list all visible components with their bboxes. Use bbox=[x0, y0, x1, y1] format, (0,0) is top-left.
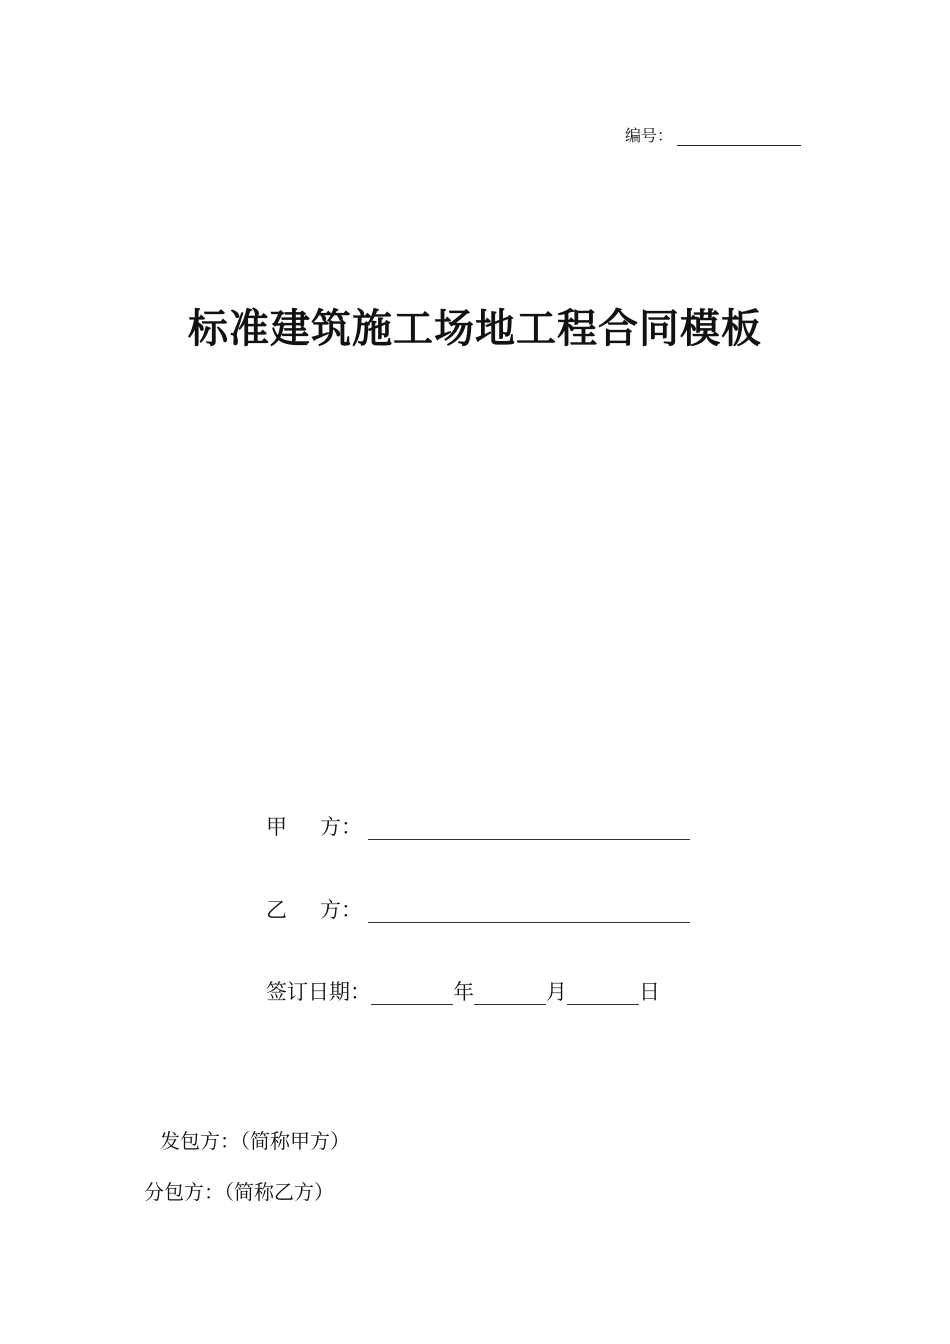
party-b-label-char-1: 乙 bbox=[266, 898, 287, 922]
party-b-label-char-2: 方 bbox=[320, 898, 341, 922]
sign-date-label: 签订日期： bbox=[266, 980, 371, 1004]
serial-blank-line[interactable] bbox=[677, 127, 801, 146]
party-a-field bbox=[266, 814, 690, 840]
subcontractor-clause: 分包方：（简称乙方） bbox=[144, 1180, 334, 1204]
document-title: 标准建筑施工场地工程合同模板 bbox=[188, 305, 762, 352]
sign-date-field bbox=[266, 979, 660, 1005]
party-b-blank-line[interactable] bbox=[368, 900, 690, 923]
sign-date-day-blank[interactable] bbox=[567, 982, 639, 1005]
party-a-label-char-1: 甲 bbox=[266, 815, 287, 839]
party-a-blank-line[interactable] bbox=[368, 817, 690, 840]
sign-date-day-unit: 日 bbox=[639, 980, 660, 1004]
party-b-field bbox=[266, 897, 690, 923]
issuer-clause: 发包方：（简称甲方） bbox=[160, 1129, 350, 1153]
sign-date-month-blank[interactable] bbox=[474, 982, 546, 1005]
serial-number bbox=[625, 126, 801, 146]
sign-date-month-unit: 月 bbox=[546, 980, 567, 1004]
party-b-label bbox=[266, 897, 341, 923]
party-a-label bbox=[266, 814, 341, 840]
serial-label: 编号： bbox=[625, 126, 674, 145]
sign-date-year-unit: 年 bbox=[453, 980, 474, 1004]
sign-date-year-blank[interactable] bbox=[371, 982, 453, 1005]
party-b-colon: ： bbox=[341, 898, 362, 922]
party-a-colon: ： bbox=[341, 815, 362, 839]
party-a-label-char-2: 方 bbox=[320, 815, 341, 839]
